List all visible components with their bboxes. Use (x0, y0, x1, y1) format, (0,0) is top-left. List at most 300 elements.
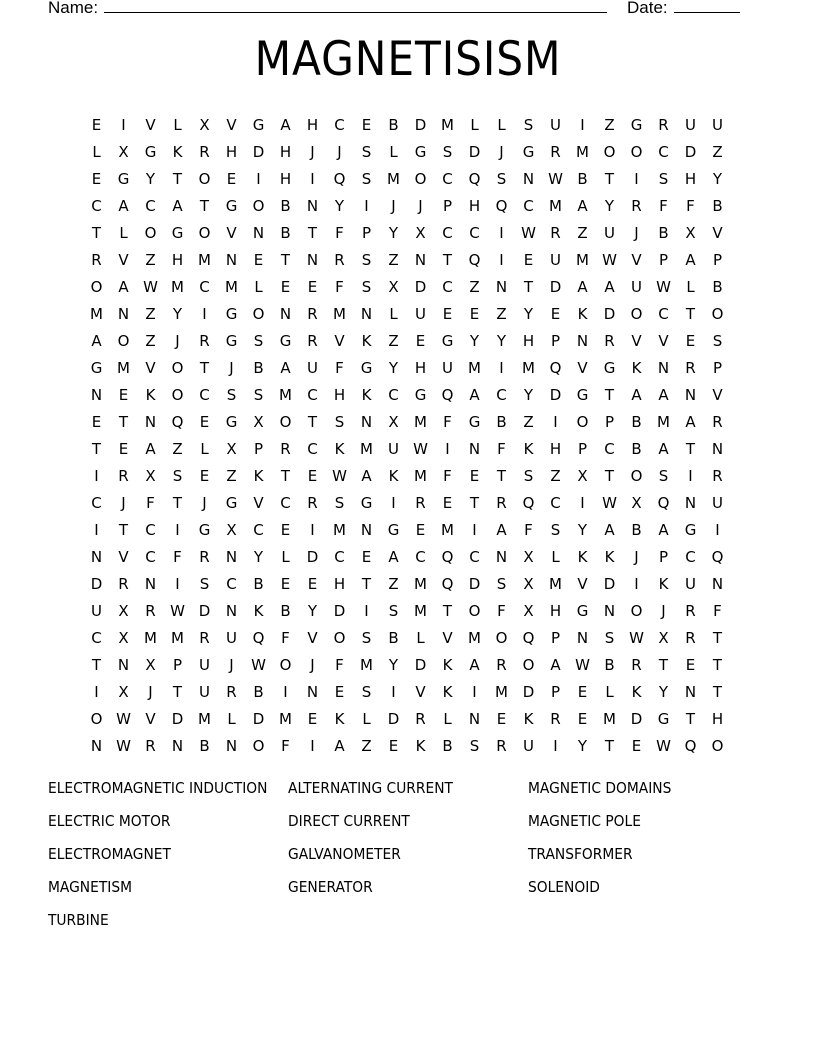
grid-cell: D (468, 143, 481, 161)
grid-cell: O (522, 656, 535, 674)
grid-cell: D (522, 683, 535, 701)
grid-cell: O (252, 305, 265, 323)
grid-cell: L (173, 116, 182, 134)
grid-cell: N (657, 359, 670, 377)
grid-cell: L (416, 629, 425, 647)
grid-cell: I (94, 683, 99, 701)
grid-row (83, 141, 731, 168)
grid-row (83, 465, 731, 492)
grid-cell: M (549, 575, 562, 593)
grid-cell: L (389, 305, 398, 323)
grid-cell: J (310, 143, 315, 161)
grid-cell: G (90, 359, 103, 377)
grid-cell: S (712, 332, 723, 350)
grid-cell: V (415, 683, 426, 701)
page-title: MAGNETISISM (254, 32, 562, 87)
grid-cell: N (468, 710, 481, 728)
grid-cell: I (580, 116, 585, 134)
grid-cell: I (310, 521, 315, 539)
grid-cell: L (470, 116, 479, 134)
grid-cell: Q (171, 413, 184, 431)
grid-cell: U (550, 251, 561, 269)
grid-cell: S (496, 170, 507, 188)
grid-cell: W (602, 251, 617, 269)
grid-cell: R (199, 629, 210, 647)
grid-cell: D (387, 710, 400, 728)
grid-cell: R (631, 197, 642, 215)
grid-cell: O (171, 386, 184, 404)
grid-cell: M (414, 467, 427, 485)
grid-cell: A (604, 521, 615, 539)
grid-row (83, 438, 731, 465)
grid-row (83, 249, 731, 276)
grid-cell: S (442, 143, 453, 161)
grid-cell: Y (577, 737, 588, 755)
grid-cell: C (91, 494, 102, 512)
grid-cell: G (684, 521, 697, 539)
grid-cell: V (145, 116, 156, 134)
grid-cell: R (280, 440, 291, 458)
grid-cell: U (307, 359, 318, 377)
grid-row (83, 168, 731, 195)
grid-cell: C (496, 386, 507, 404)
grid-cell: W (575, 656, 590, 674)
grid-cell: Q (711, 548, 724, 566)
grid-cell: S (523, 467, 534, 485)
grid-cell: C (145, 197, 156, 215)
grid-cell: N (414, 251, 427, 269)
grid-cell: Y (496, 332, 507, 350)
grid-cell: S (550, 521, 561, 539)
grid-cell: T (523, 278, 534, 296)
grid-cell: B (199, 737, 210, 755)
grid-cell: E (226, 170, 237, 188)
grid-cell: E (577, 710, 588, 728)
grid-cell: R (712, 413, 723, 431)
grid-cell: O (576, 413, 589, 431)
grid-cell: S (253, 332, 264, 350)
grid-cell: J (634, 224, 639, 242)
grid-cell: P (577, 440, 588, 458)
grid-cell: M (90, 305, 103, 323)
grid-cell: O (198, 170, 211, 188)
grid-cell: O (252, 737, 265, 755)
grid-cell: X (388, 278, 399, 296)
grid-cell: I (580, 494, 585, 512)
grid-cell: Y (145, 170, 156, 188)
grid-cell: G (225, 494, 238, 512)
grid-cell: E (307, 278, 318, 296)
grid-cell: A (118, 278, 129, 296)
grid-cell: M (522, 359, 535, 377)
grid-cell: Q (657, 494, 670, 512)
date-label: Date: (627, 0, 668, 17)
grid-cell: U (415, 305, 426, 323)
grid-cell: O (495, 629, 508, 647)
grid-cell: G (144, 143, 157, 161)
grid-cell: R (145, 737, 156, 755)
grid-cell: L (362, 710, 371, 728)
grid-cell: Z (145, 332, 156, 350)
grid-cell: I (553, 413, 558, 431)
grid-cell: M (198, 251, 211, 269)
grid-cell: C (658, 305, 669, 323)
word-list-item: MAGNETIC DOMAINS (528, 779, 672, 797)
grid-cell: N (495, 278, 508, 296)
grid-cell: U (523, 737, 534, 755)
grid-cell: T (442, 251, 453, 269)
grid-cell: C (280, 494, 291, 512)
grid-cell: N (684, 683, 697, 701)
grid-cell: W (548, 170, 563, 188)
grid-cell: Y (712, 170, 723, 188)
grid-cell: I (256, 170, 261, 188)
grid-row (83, 735, 731, 762)
grid-cell: O (603, 143, 616, 161)
grid-row (83, 330, 731, 357)
grid-cell: K (361, 386, 372, 404)
letter-grid (83, 114, 731, 762)
grid-cell: R (496, 737, 507, 755)
grid-cell: X (118, 143, 129, 161)
grid-cell: Y (388, 224, 399, 242)
grid-cell: T (118, 413, 129, 431)
grid-cell: V (577, 359, 588, 377)
grid-cell: Z (226, 467, 237, 485)
grid-cell: C (145, 548, 156, 566)
grid-cell: Z (550, 467, 561, 485)
grid-cell: G (441, 332, 454, 350)
grid-cell: E (442, 305, 453, 323)
grid-row (83, 627, 731, 654)
grid-cell: B (280, 224, 291, 242)
grid-cell: X (523, 602, 534, 620)
grid-cell: U (631, 278, 642, 296)
grid-cell: D (684, 143, 697, 161)
grid-cell: J (310, 656, 315, 674)
grid-cell: W (629, 629, 644, 647)
grid-cell: K (253, 467, 264, 485)
grid-cell: G (360, 359, 373, 377)
grid-cell: O (117, 332, 130, 350)
grid-cell: C (334, 116, 345, 134)
grid-cell: G (252, 116, 265, 134)
grid-cell: F (335, 359, 344, 377)
grid-cell: R (685, 629, 696, 647)
grid-cell: E (307, 575, 318, 593)
grid-cell: M (198, 710, 211, 728)
grid-cell: R (685, 602, 696, 620)
grid-cell: B (577, 170, 588, 188)
grid-cell: I (445, 440, 450, 458)
grid-cell: E (91, 170, 102, 188)
grid-cell: M (468, 359, 481, 377)
grid-cell: W (656, 737, 671, 755)
grid-cell: V (226, 224, 237, 242)
grid-cell: L (389, 143, 398, 161)
grid-cell: S (361, 170, 372, 188)
grid-cell: C (442, 224, 453, 242)
grid-cell: U (226, 629, 237, 647)
grid-cell: M (171, 278, 184, 296)
grid-cell: N (468, 440, 481, 458)
grid-cell: F (173, 548, 182, 566)
word-list-item: TURBINE (48, 911, 109, 929)
grid-cell: S (388, 602, 399, 620)
grid-cell: R (631, 656, 642, 674)
grid-cell: H (414, 359, 427, 377)
grid-cell: P (172, 656, 183, 674)
grid-cell: X (577, 467, 588, 485)
grid-cell: C (91, 629, 102, 647)
grid-cell: S (199, 575, 210, 593)
grid-cell: V (145, 710, 156, 728)
grid-cell: E (307, 467, 318, 485)
grid-cell: L (605, 683, 614, 701)
grid-cell: X (388, 413, 399, 431)
grid-cell: J (499, 143, 504, 161)
grid-cell: O (279, 656, 292, 674)
grid-cell: G (657, 710, 670, 728)
grid-cell: D (549, 278, 562, 296)
grid-cell: K (523, 710, 534, 728)
grid-cell: D (306, 548, 319, 566)
grid-cell: L (254, 278, 263, 296)
grid-cell: N (495, 548, 508, 566)
grid-cell: O (144, 224, 157, 242)
grid-cell: K (145, 386, 156, 404)
grid-cell: K (253, 602, 264, 620)
grid-cell: H (279, 143, 292, 161)
grid-cell: S (334, 494, 345, 512)
grid-row (83, 195, 731, 222)
grid-cell: I (391, 683, 396, 701)
grid-row (83, 357, 731, 384)
grid-cell: C (388, 386, 399, 404)
grid-cell: M (603, 710, 616, 728)
grid-cell: C (685, 548, 696, 566)
grid-cell: N (225, 737, 238, 755)
grid-cell: A (469, 656, 480, 674)
grid-cell: Y (253, 548, 264, 566)
grid-cell: Z (523, 413, 534, 431)
grid-cell: Q (441, 548, 454, 566)
word-list-item: ELECTROMAGNET (48, 845, 171, 863)
grid-cell: F (335, 656, 344, 674)
grid-cell: H (549, 440, 562, 458)
grid-cell: S (334, 413, 345, 431)
grid-cell: X (145, 467, 156, 485)
grid-cell: R (118, 467, 129, 485)
grid-row (83, 303, 731, 330)
grid-cell: T (604, 386, 615, 404)
grid-cell: B (253, 359, 264, 377)
grid-cell: K (334, 440, 345, 458)
grid-cell: U (91, 602, 102, 620)
grid-cell: A (550, 656, 561, 674)
grid-cell: R (145, 602, 156, 620)
grid-cell: Z (172, 440, 183, 458)
grid-cell: C (523, 197, 534, 215)
grid-cell: H (522, 332, 535, 350)
word-list-item: SOLENOID (528, 878, 600, 896)
grid-cell: T (172, 170, 183, 188)
grid-cell: N (90, 386, 103, 404)
grid-cell: J (175, 332, 180, 350)
grid-cell: M (171, 629, 184, 647)
grid-cell: N (360, 413, 373, 431)
grid-cell: Z (577, 224, 588, 242)
grid-cell: R (415, 494, 426, 512)
grid-cell: C (145, 521, 156, 539)
grid-cell: C (442, 278, 453, 296)
grid-cell: F (443, 467, 452, 485)
grid-cell: J (229, 656, 234, 674)
grid-cell: E (307, 710, 318, 728)
header (48, 0, 748, 20)
grid-cell: U (442, 359, 453, 377)
grid-cell: L (551, 548, 560, 566)
grid-cell: U (604, 224, 615, 242)
grid-cell: B (712, 197, 723, 215)
grid-cell: R (685, 359, 696, 377)
grid-cell: L (497, 116, 506, 134)
grid-cell: U (199, 656, 210, 674)
grid-cell: Z (361, 737, 372, 755)
grid-cell: D (468, 575, 481, 593)
grid-cell: K (577, 548, 588, 566)
word-list-item: ALTERNATING CURRENT (288, 779, 453, 797)
grid-cell: M (414, 413, 427, 431)
grid-cell: T (172, 683, 183, 701)
grid-cell: V (118, 251, 129, 269)
grid-cell: N (171, 737, 184, 755)
grid-cell: E (442, 494, 453, 512)
grid-cell: V (631, 332, 642, 350)
grid-cell: I (688, 467, 693, 485)
grid-cell: A (658, 440, 669, 458)
grid-cell: E (280, 575, 291, 593)
grid-cell: Q (252, 629, 265, 647)
grid-cell: E (253, 251, 264, 269)
grid-cell: X (118, 683, 129, 701)
grid-cell: B (280, 602, 291, 620)
grid-cell: E (550, 305, 561, 323)
grid-cell: M (360, 656, 373, 674)
grid-cell: U (712, 116, 723, 134)
grid-cell: S (658, 170, 669, 188)
grid-cell: U (685, 575, 696, 593)
grid-cell: M (387, 170, 400, 188)
grid-cell: M (441, 116, 454, 134)
grid-cell: O (90, 278, 103, 296)
grid-cell: E (361, 548, 372, 566)
grid-cell: Z (604, 116, 615, 134)
grid-cell: R (307, 332, 318, 350)
grid-cell: K (415, 737, 426, 755)
grid-cell: H (711, 710, 724, 728)
grid-cell: N (90, 548, 103, 566)
grid-cell: Q (441, 386, 454, 404)
grid-cell: I (391, 494, 396, 512)
grid-cell: E (91, 413, 102, 431)
grid-cell: J (148, 683, 153, 701)
grid-cell: Z (469, 278, 480, 296)
grid-cell: I (364, 602, 369, 620)
grid-cell: H (468, 197, 481, 215)
grid-cell: K (577, 305, 588, 323)
word-list-item: GALVANOMETER (288, 845, 401, 863)
grid-cell: K (631, 359, 642, 377)
grid-cell: L (443, 710, 452, 728)
grid-cell: V (577, 575, 588, 593)
grid-cell: A (361, 467, 372, 485)
grid-cell: W (332, 467, 347, 485)
grid-cell: T (685, 710, 696, 728)
grid-cell: T (712, 683, 723, 701)
grid-cell: R (712, 467, 723, 485)
grid-cell: C (307, 386, 318, 404)
grid-cell: I (94, 467, 99, 485)
grid-cell: X (685, 224, 696, 242)
grid-cell: O (711, 737, 724, 755)
grid-cell: C (199, 386, 210, 404)
grid-cell: S (172, 467, 183, 485)
grid-cell: E (415, 521, 426, 539)
grid-cell: Z (388, 332, 399, 350)
word-list-item: DIRECT CURRENT (288, 812, 410, 830)
grid-cell: C (658, 143, 669, 161)
grid-cell: F (146, 494, 155, 512)
grid-cell: G (576, 386, 589, 404)
grid-cell: M (333, 521, 346, 539)
grid-cell: I (634, 575, 639, 593)
grid-cell: I (310, 170, 315, 188)
grid-cell: E (118, 440, 129, 458)
grid-cell: Q (522, 494, 535, 512)
grid-cell: T (604, 737, 615, 755)
grid-cell: W (521, 224, 536, 242)
grid-cell: U (712, 494, 723, 512)
grid-cell: P (712, 359, 723, 377)
grid-cell: X (415, 224, 426, 242)
grid-cell: T (604, 170, 615, 188)
grid-cell: E (199, 467, 210, 485)
grid-cell: N (225, 251, 238, 269)
grid-cell: C (91, 197, 102, 215)
grid-cell: U (685, 116, 696, 134)
word-list-item: MAGNETISM (48, 878, 133, 896)
grid-cell: P (253, 440, 264, 458)
grid-cell: S (604, 629, 615, 647)
grid-cell: B (631, 521, 642, 539)
grid-cell: V (253, 494, 264, 512)
grid-cell: I (94, 521, 99, 539)
grid-cell: V (631, 251, 642, 269)
grid-cell: A (91, 332, 102, 350)
grid-cell: D (414, 656, 427, 674)
grid-row (83, 384, 731, 411)
grid-cell: U (199, 683, 210, 701)
grid-cell: Y (469, 332, 480, 350)
grid-cell: V (226, 116, 237, 134)
grid-cell: V (334, 332, 345, 350)
grid-cell: D (171, 710, 184, 728)
grid-cell: W (116, 710, 131, 728)
grid-cell: E (469, 467, 480, 485)
grid-cell: K (361, 332, 372, 350)
grid-cell: J (121, 494, 126, 512)
